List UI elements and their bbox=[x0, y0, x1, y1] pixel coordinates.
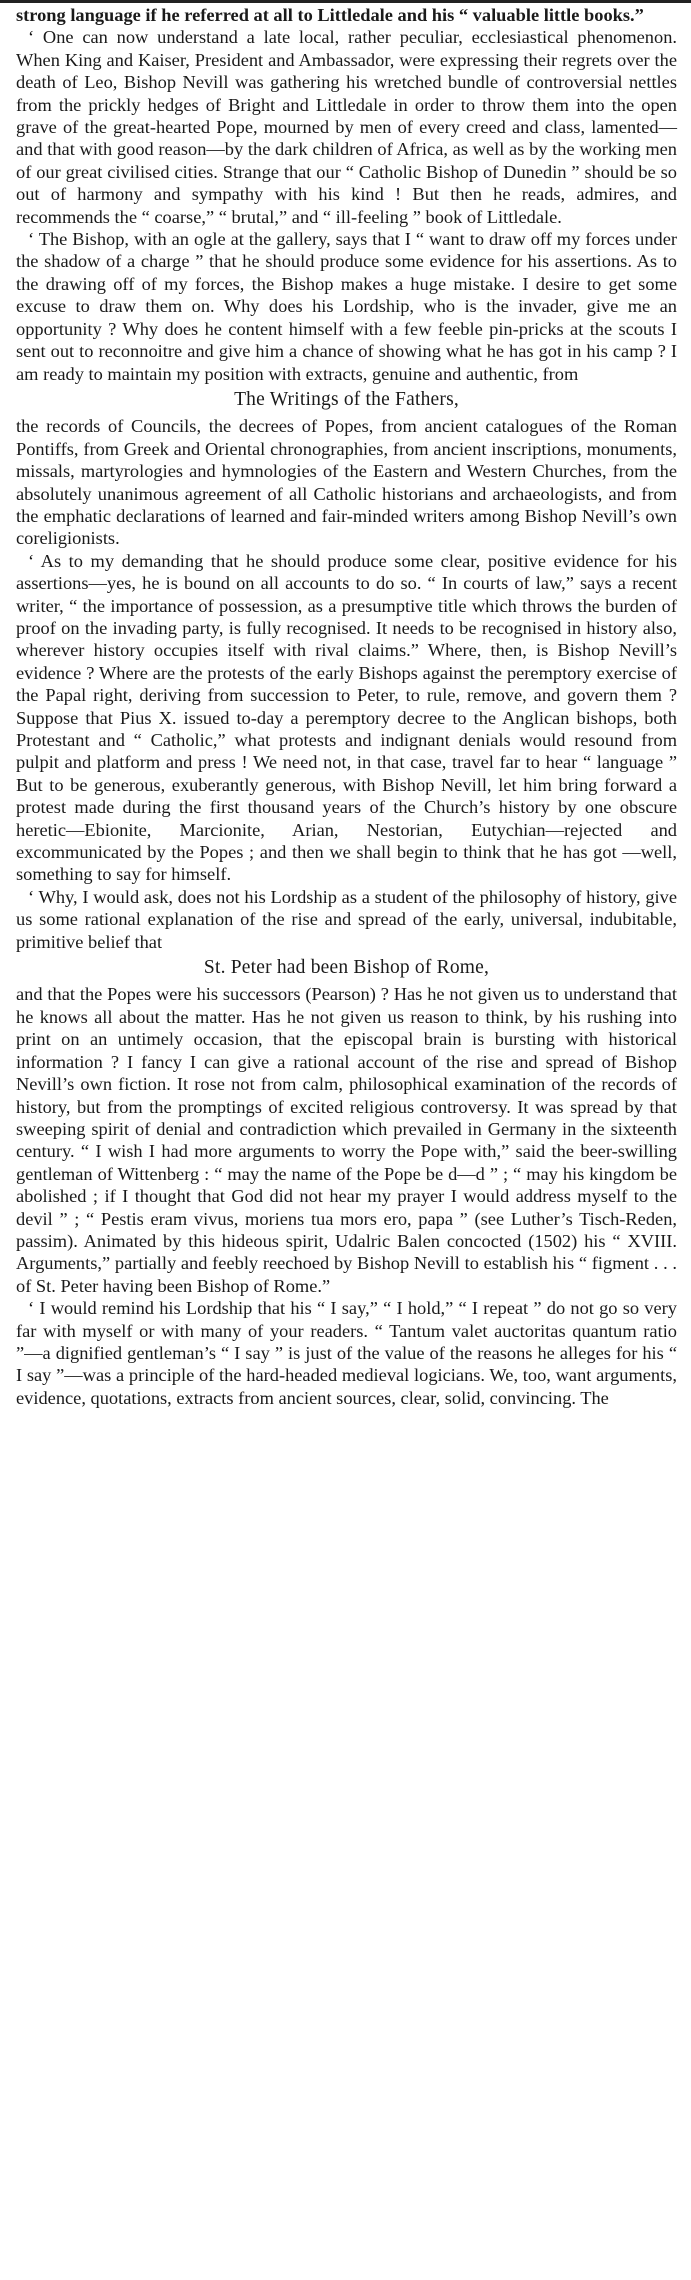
paragraph-positive-evidence: ‘ As to my demanding that he should produce some clear, positive evidence for his assertions—yes, he is bound on all accounts to do so. “ In courts of law,” says a recent writer, “ the importance of possession, as a presumptive title which throws the burden of proof on the invading party, is fully recognised. It needs to be recognised in history also, wherever history occupies itself with rival claims.” Where, then, is Bishop Nevill’s evidence ? Where are the protests of the early Bishops against the peremptory exercise of the Papal right, deriving from succession to Peter, to rule, remove, and govern them ? Suppose that Pius X. issued to-day a peremptory decree to the Anglican bishops, both Protestant and “ Catholic,” what protests and indignant denials would resound from pulpit and platform and press ! We need not, in that case, travel far to hear “ language ” But to be generous, exuberantly generous, with Bishop Nevill, let him bring forward a protest made during the first thousand years of the Church’s history by one obscure heretic—Ebionite, Marcionite, Arian, Nestorian, Eutychian—rejected and excommunicated by the Popes ; and then we shall begin to think that he has got —well, something to say for himself. bbox=[16, 550, 677, 885]
paragraph-draw-off-forces: ‘ The Bishop, with an ogle at the gallery, says that I “ want to draw off my forces under the shadow of a charge ” that he should produce some evidence for his assertions. As to the drawing off of my forces, the Bishop makes a huge mistake. I desire to get some excuse to draw them on. Why does his Lordship, who is the invader, give me an opportunity ? Why does he content himself with a few feeble pin-pricks at the scouts I sent out to reconnoitre and give him a chance of showing what he has got in his camp ? I am ready to maintain my position with extracts, genuine and authentic, from bbox=[16, 229, 677, 384]
subheading-st-peter-bishop-of-rome: St. Peter had been Bishop of Rome, bbox=[203, 957, 490, 979]
paragraph-opening-fragment: strong language if he referred at all to Littledale and his “ valuable little books.” bbox=[16, 5, 644, 25]
paragraph-ecclesiastical-phenomenon: ‘ One can now understand a late local, rather peculiar, ecclesiastical phenomenon. When King and Kaiser, President and Ambassador, were expressing their regrets over the death of Leo, Bishop Nevill was gathering his wretched bundle of controversial nettles from the prickly hedges of Bright and Littledale in order to throw them into the open grave of the great-hearted Pope, mourned by men of every creed and class, lamented—and that with good reason—by the dark children of Africa, as well as by the working men of our great civilised cities. Strange that our “ Catholic Bishop of Dunedin ” should be so out of harmony and sympathy with his kind ! But then he reads, admires, and recommends the “ coarse,” “ brutal,” and “ ill-feeling ” book of Littledale. bbox=[16, 27, 677, 227]
paragraph-records-of-councils: the records of Councils, the decrees of Popes, from ancient catalogues of the Roman Pontiffs, from Greek and Oriental chronographies, from ancient inscriptions, monuments, missals, martyrologies and hymnologies of the Eastern and Western Churches, from the absolutely unanimous agreement of all Catholic historians and archaeologists, and from the emphatic declarations of learned and fair-minded writers among Bishop Nevill’s own coreligionists. bbox=[16, 416, 677, 549]
top-rule bbox=[0, 0, 691, 3]
paragraph-i-say-i-hold: ‘ I would remind his Lordship that his “ I say,” “ I hold,” “ I repeat ” do not go so very far with myself or with many of your readers. “ Tantum valet auctoritas quantum ratio ”—a dignified gentleman’s “ I say ” is just of the value of the reasons he alleges for his “ I say ”—was a principle of the hard-headed medieval logicians. We, too, want arguments, evidence, quotations, extracts from ancient sources, clear, solid, convincing. The bbox=[16, 1298, 677, 1408]
subheading-writings-of-fathers: The Writings of the Fathers, bbox=[234, 388, 459, 410]
paragraph-philosophy-of-history: ‘ Why, I would ask, does not his Lordship as a student of the philosophy of history, give us some rational explanation of the rise and spread of the early, universal, indubitable, primitive belief that bbox=[16, 886, 677, 952]
paragraph-popes-successors: and that the Popes were his successors (Pearson) ? Has he not given us to understand that he knows all about the matter. Has he not given us reason to think, by his rushing into print on an untimely occasion, that the episcopal brain is bursting with historical information ? I fancy I can give a rational account of the rise and spread of Bishop Nevill’s own fiction. It rose not from calm, philosophical examination of the records of history, but from the promptings of excited religious controversy. It was spread by that sweeping spirit of denial and contradiction which prevailed in Germany in the sixteenth century. “ I wish I had more arguments to worry the Pope with,” said the beer-swilling gentleman of Wittenberg : “ may the name of the Pope be d—d ” ; “ may his kingdom be abolished ; if I thought that God did not hear my prayer I would address myself to the devil ” ; “ Pestis eram vivus, moriens tua mors ero, papa ” (see Luther’s Tisch-Reden, passim). Animated by this hideous spirit, Udalric Balen concocted (1502) his “ XVIII. Arguments,” partially and feebly reechoed by Bishop Nevill to establish his “ figment . . . of St. Peter having been Bishop of Rome.” bbox=[16, 984, 677, 1296]
